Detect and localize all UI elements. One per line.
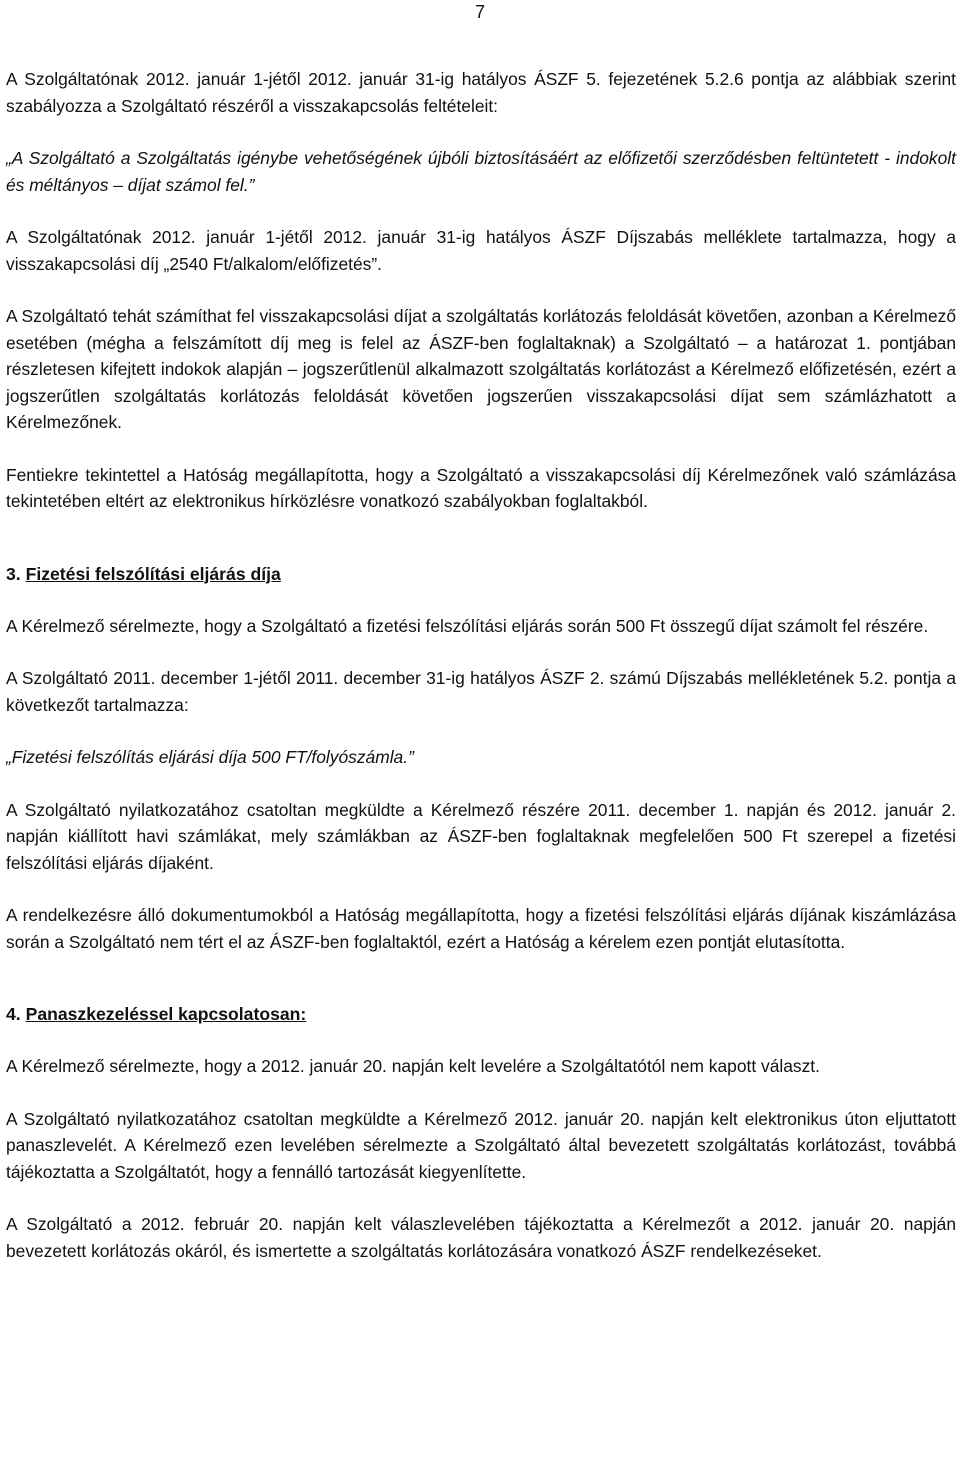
paragraph-fee-schedule-2011: A Szolgáltató 2011. december 1-jétől 2011. december 31-ig hatályos ÁSZF 2. számú Díjszabás mellékletének 5.2. pontja a következőt tartalmazza: <box>6 668 956 715</box>
paragraph-complaint-no-reply: A Kérelmező sérelmezte, hogy a 2012. január 20. napján kelt levelére a Szolgáltatótól nem kapott választ. <box>6 1056 820 1076</box>
page-number: 7 <box>474 2 485 22</box>
section-number: 3. <box>6 563 21 584</box>
quote-reconnection-fee: „A Szolgáltató a Szolgáltatás igénybe vehetőségének újbóli biztosításáért az előfizetői szerződésben feltüntetett - indokolt és méltányos – díjat számol fel.” <box>6 148 956 195</box>
document-body <box>6 66 956 1290</box>
paragraph-reply-letter: A Szolgáltató a 2012. február 20. napján kelt válaszlevelében tájékoztatta a Kérelmezőt a 2012. január 20. napján bevezetett korlátozás okáról, és ismertette a szolgáltatás korlátozására vonatkozó ÁSZF rendelkezéseket. <box>6 1214 956 1261</box>
section-heading-3 <box>6 561 956 587</box>
paragraph-invoices: A Szolgáltató nyilatkozatához csatoltan megküldte a Kérelmező részére 2011. december 1. napján és 2012. január 2. napján kiállított havi számlákat, mely számlákban az ÁSZF-ben foglaltaknak megfelelően 500 Ft szerepel a fizetési felszólítási eljárás díjaként. <box>6 799 956 873</box>
section-heading-4 <box>6 1001 956 1027</box>
paragraph-authority-finding-2: A rendelkezésre álló dokumentumokból a Hatóság megállapította, hogy a fizetési felszólítási eljárás díjának kiszámlázása során a Szolgáltató nem tért el az ÁSZF-ben foglaltaktól, ezért a Hatóság a kérelem ezen pontját elutasította. <box>6 905 956 952</box>
section-title: Fizetési felszólítási eljárás díja <box>25 563 281 584</box>
section-title: Panaszkezeléssel kapcsolatosan: <box>25 1004 307 1024</box>
paragraph-complaint-letter: A Szolgáltató nyilatkozatához csatoltan megküldte a Kérelmező 2012. január 20. napján kelt elektronikus úton eljuttatott panaszlevelét. A Kérelmező ezen levelében sérelmezte a Szolgáltató által bevezetett szolgáltatás korlátozást, továbbá tájékoztatta a Szolgáltatót, hogy a fennálló tartozását kiegyenlítette. <box>6 1108 956 1182</box>
paragraph-regulation-intro: A Szolgáltatónak 2012. január 1-jétől 2012. január 31-ig hatályos ÁSZF 5. fejezetének 5.2.6 pontja az alábbiak szerint szabályozza a Szolgáltató részéről a visszakapcsolás feltételeit: <box>6 69 956 116</box>
paragraph-reconnection-analysis: A Szolgáltató tehát számíthat fel visszakapcsolási díjat a szolgáltatás korlátozás feloldását követően, azonban a Kérelmező esetében (mégha a felszámított díj meg is felel az ÁSZF-ben foglaltaknak) a Szolgáltató – a határozat 1. pontjában részletesen kifejtett indokok alapján – jogszerűtlenül alkalmazott szolgáltatás korlátozást a Kérelmező előfizetésén, ezért a jogszerűtlen szolgáltatás korlátozás feloldását követően jogszerűen visszakapcsolási díjat sem számlázhatott a Kérelmezőnek. <box>6 306 956 432</box>
quote-payment-reminder-fee: „Fizetési felszólítás eljárási díja 500 FT/folyószámla.” <box>6 747 414 767</box>
section-number: 4. <box>6 1004 21 1024</box>
paragraph-complaint-payment-fee: A Kérelmező sérelmezte, hogy a Szolgáltató a fizetési felszólítási eljárás során 500 Ft összegű díjat számolt fel részére. <box>6 615 929 636</box>
paragraph-fee-schedule: A Szolgáltatónak 2012. január 1-jétől 2012. január 31-ig hatályos ÁSZF Díjszabás melléklete tartalmazza, hogy a visszakapcsolási díj „2540 Ft/alkalom/előfizetés”. <box>6 227 956 274</box>
paragraph-authority-finding-1: Fentiekre tekintettel a Hatóság megállapította, hogy a Szolgáltató a visszakapcsolási díj Kérelmezőnek való számlázása tekintetében eltért az elektronikus hírközlésre vonatkozó szabályokban foglaltakból. <box>6 464 956 511</box>
